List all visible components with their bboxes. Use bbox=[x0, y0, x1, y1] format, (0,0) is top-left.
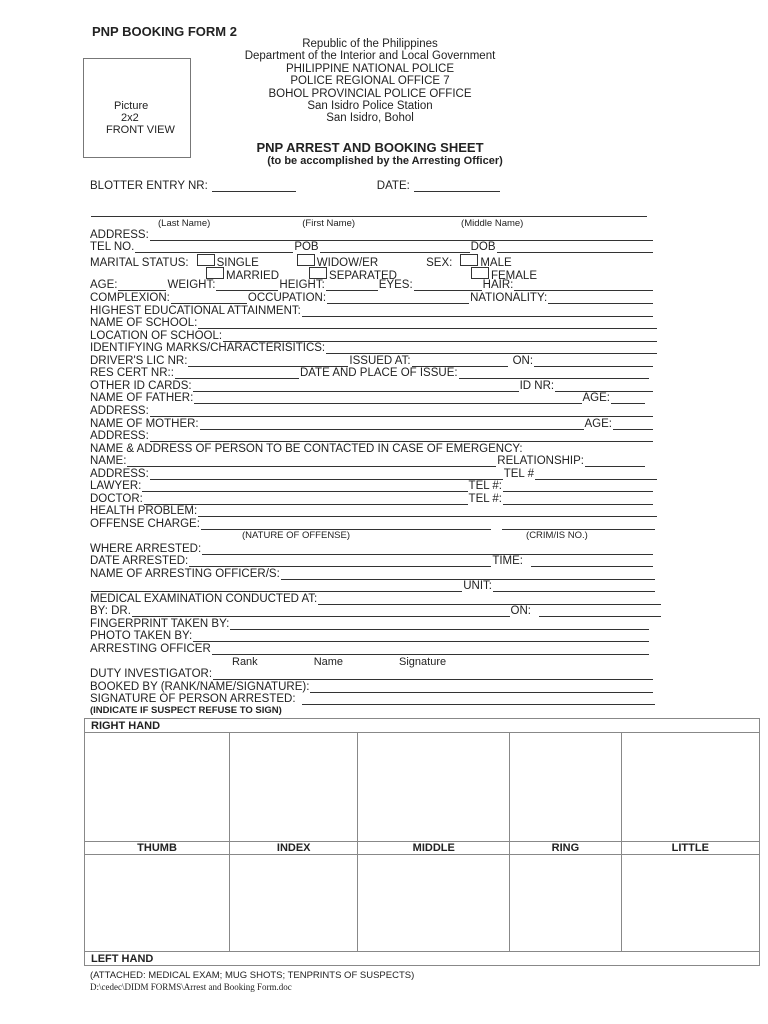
separated-checkbox[interactable] bbox=[309, 267, 327, 279]
label: MARITAL STATUS: bbox=[90, 257, 189, 269]
female-checkbox[interactable] bbox=[471, 267, 489, 279]
res-cert-field[interactable] bbox=[175, 368, 299, 379]
label: (INDICATE IF SUSPECT REFUSE TO SIGN) bbox=[90, 705, 282, 716]
label: OFFENSE CHARGE: bbox=[90, 518, 200, 530]
label: (CRIM/IS NO.) bbox=[526, 530, 588, 541]
pob-field[interactable] bbox=[320, 242, 470, 253]
dob-field[interactable] bbox=[497, 242, 653, 253]
label: SEX: bbox=[426, 257, 453, 269]
weight-field[interactable] bbox=[216, 280, 278, 291]
label: LAWYER: bbox=[90, 480, 142, 492]
label: DATE ARRESTED: bbox=[90, 555, 189, 567]
label: FINGERPRINT TAKEN BY: bbox=[90, 618, 230, 630]
label: HEALTH PROBLEM: bbox=[90, 505, 198, 517]
finger-label: INDEX bbox=[230, 842, 358, 855]
finger-label: RING bbox=[510, 842, 621, 855]
header-line: San Isidro, Bohol bbox=[326, 112, 414, 125]
label: ON: bbox=[512, 355, 534, 367]
label: OTHER ID CARDS: bbox=[90, 380, 192, 392]
father-age-field[interactable] bbox=[611, 393, 645, 404]
name-row bbox=[90, 206, 648, 217]
right-ring-box[interactable] bbox=[510, 733, 621, 842]
label: MEDICAL EXAMINATION CONDUCTED AT: bbox=[90, 593, 318, 605]
left-middle-box[interactable] bbox=[358, 855, 510, 952]
right-index-box[interactable] bbox=[230, 733, 358, 842]
label: ON: bbox=[510, 605, 531, 617]
label: HAIR: bbox=[482, 279, 514, 291]
id-nr-field[interactable] bbox=[555, 381, 653, 392]
hair-field[interactable] bbox=[514, 280, 653, 291]
label: NAME OF MOTHER: bbox=[90, 418, 199, 430]
left-little-box[interactable] bbox=[621, 855, 759, 952]
label: POB bbox=[294, 241, 319, 253]
label: BLOTTER ENTRY NR: bbox=[90, 180, 208, 192]
label: HIGHEST EDUCATIONAL ATTAINMENT: bbox=[90, 305, 301, 317]
header-line: BOHOL PROVINCIAL POLICE OFFICE bbox=[268, 87, 472, 100]
file-path: D:\cedec\DIDM FORMS\Arrest and Booking Form.doc bbox=[90, 982, 292, 992]
complexion-field[interactable] bbox=[171, 293, 247, 304]
label: AGE: bbox=[582, 392, 610, 404]
age-field[interactable] bbox=[118, 280, 166, 291]
left-index-box[interactable] bbox=[230, 855, 358, 952]
fingerprint-table bbox=[84, 718, 760, 966]
label: (First Name) bbox=[302, 218, 356, 229]
health-field[interactable] bbox=[198, 506, 657, 517]
doctor-name-field[interactable] bbox=[132, 606, 510, 617]
left-hand-label: LEFT HAND bbox=[85, 952, 760, 966]
photo-view: FRONT VIEW bbox=[106, 124, 175, 136]
doctor-tel-field[interactable] bbox=[503, 494, 653, 505]
agency-header bbox=[220, 38, 520, 125]
label: (NATURE OF OFFENSE) bbox=[242, 530, 351, 541]
label: SINGLE bbox=[216, 257, 259, 269]
fingerprint-by-field[interactable] bbox=[230, 619, 649, 630]
tel-field[interactable] bbox=[135, 242, 293, 253]
label: NAME OF ARRESTING OFFICER/S: bbox=[90, 568, 280, 580]
label: PHOTO TAKEN BY: bbox=[90, 630, 193, 642]
marks-field[interactable] bbox=[326, 343, 657, 354]
arresting-officers-field[interactable] bbox=[281, 569, 655, 580]
full-name-field[interactable] bbox=[91, 206, 647, 217]
label: (Last Name) bbox=[158, 218, 211, 229]
header-line: Department of the Interior and Local Government bbox=[244, 50, 496, 63]
label: COMPLEXION: bbox=[90, 292, 170, 304]
mother-age-field[interactable] bbox=[613, 419, 653, 430]
school-field[interactable] bbox=[198, 318, 657, 329]
time-field[interactable] bbox=[531, 556, 653, 567]
left-thumb-box[interactable] bbox=[85, 855, 230, 952]
label: (Middle Name) bbox=[461, 218, 524, 229]
label: DATE: bbox=[376, 180, 410, 192]
blotter-field[interactable] bbox=[212, 181, 296, 192]
label: TEL #: bbox=[468, 480, 502, 492]
other-id-field[interactable] bbox=[193, 381, 519, 392]
date-arrested-field[interactable] bbox=[189, 556, 491, 567]
label: HEIGHT: bbox=[279, 279, 325, 291]
unit-field[interactable] bbox=[493, 581, 655, 592]
label: Rank bbox=[232, 656, 258, 668]
header-line: San Isidro Police Station bbox=[307, 100, 433, 113]
header-line: POLICE REGIONAL OFFICE 7 bbox=[290, 75, 450, 88]
label: NAME & ADDRESS OF PERSON TO BE CONTACTED IN CASE OF EMERGENCY: bbox=[90, 443, 523, 455]
blotter-row bbox=[90, 180, 520, 192]
medical-field[interactable] bbox=[318, 594, 661, 605]
offense-field[interactable] bbox=[201, 519, 491, 530]
left-ring-box[interactable] bbox=[510, 855, 621, 952]
label: MARRIED bbox=[226, 270, 280, 282]
label: NAME OF SCHOOL: bbox=[90, 317, 198, 329]
form-subtitle: (to be accomplished by the Arresting Officer) bbox=[267, 155, 503, 167]
label: DOCTOR: bbox=[90, 493, 143, 505]
form-number: PNP BOOKING FORM 2 bbox=[92, 24, 237, 39]
label: UNIT: bbox=[463, 580, 492, 592]
emergency-tel-field[interactable] bbox=[535, 469, 657, 480]
doctor-field[interactable] bbox=[144, 494, 468, 505]
school-location-field[interactable] bbox=[223, 331, 657, 342]
label: WHERE ARRESTED: bbox=[90, 543, 202, 555]
finger-label: THUMB bbox=[85, 842, 230, 855]
label: DOB bbox=[470, 241, 496, 253]
label: ADDRESS: bbox=[90, 229, 149, 241]
label: LOCATION OF SCHOOL: bbox=[90, 330, 223, 342]
single-checkbox[interactable] bbox=[197, 254, 215, 266]
duty-investigator-field[interactable] bbox=[213, 669, 653, 680]
mother-address-field[interactable] bbox=[150, 431, 653, 442]
label: RES CERT NR:: bbox=[90, 367, 174, 379]
label: TIME: bbox=[492, 555, 523, 567]
label: WIDOW/ER bbox=[316, 257, 379, 269]
label: AGE: bbox=[584, 418, 612, 430]
right-hand-label: RIGHT HAND bbox=[85, 719, 760, 733]
arresting-officers-field-2[interactable] bbox=[91, 581, 462, 592]
label: BOOKED BY (RANK/NAME/SIGNATURE): bbox=[90, 681, 310, 693]
label: SIGNATURE OF PERSON ARRESTED: bbox=[90, 693, 296, 705]
label: DUTY INVESTIGATOR: bbox=[90, 668, 213, 680]
label: NATIONALITY: bbox=[470, 292, 548, 304]
label: Signature bbox=[399, 656, 447, 668]
label: IDENTIFYING MARKS/CHARACTERISITICS: bbox=[90, 342, 326, 354]
photo-label: Picture bbox=[114, 100, 149, 112]
label: DATE AND PLACE OF ISSUE: bbox=[299, 367, 458, 379]
label: TEL NO. bbox=[90, 241, 135, 253]
arresting-officer-field[interactable] bbox=[212, 644, 649, 655]
label: TEL #: bbox=[468, 493, 502, 505]
attachments-note: (ATTACHED: MEDICAL EXAM; MUG SHOTS; TENPRINTS OF SUSPECTS) bbox=[90, 970, 415, 981]
date-place-issue-field[interactable] bbox=[459, 368, 649, 379]
married-checkbox[interactable] bbox=[206, 267, 224, 279]
photo-by-field[interactable] bbox=[193, 631, 649, 642]
label: NAME OF FATHER: bbox=[90, 392, 194, 404]
label: ADDRESS: bbox=[90, 430, 149, 442]
label: ISSUED AT: bbox=[349, 355, 411, 367]
issued-on-field[interactable] bbox=[534, 356, 653, 367]
issued-at-field[interactable] bbox=[412, 356, 508, 367]
label: NAME: bbox=[90, 455, 127, 467]
label: OCCUPATION: bbox=[247, 292, 327, 304]
occupation-field[interactable] bbox=[327, 293, 469, 304]
mother-field[interactable] bbox=[200, 419, 584, 430]
label: AGE: bbox=[90, 279, 118, 291]
right-middle-box[interactable] bbox=[358, 733, 510, 842]
booked-by-field[interactable] bbox=[310, 682, 653, 693]
label: SEPARATED bbox=[329, 270, 397, 282]
label: ARRESTING OFFICER bbox=[90, 643, 211, 655]
photo-size: 2x2 bbox=[121, 112, 139, 124]
finger-label: MIDDLE bbox=[358, 842, 510, 855]
label: FEMALE bbox=[490, 270, 537, 282]
relationship-field[interactable] bbox=[585, 456, 645, 467]
right-thumb-box[interactable] bbox=[85, 733, 230, 842]
signature-person-field[interactable] bbox=[302, 694, 655, 705]
label: TEL # bbox=[503, 468, 534, 480]
lawyer-field[interactable] bbox=[142, 481, 467, 492]
nationality-field[interactable] bbox=[548, 293, 653, 304]
label: Name bbox=[313, 656, 344, 668]
finger-label: LITTLE bbox=[621, 842, 759, 855]
header-line: Republic of the Philippines bbox=[302, 38, 438, 50]
education-field[interactable] bbox=[302, 306, 653, 317]
label: ID NR: bbox=[519, 380, 555, 392]
male-checkbox[interactable] bbox=[460, 254, 478, 266]
label: EYES: bbox=[378, 279, 413, 291]
label: BY: DR. bbox=[90, 605, 131, 617]
label: RELATIONSHIP: bbox=[497, 455, 584, 467]
emergency-name-field[interactable] bbox=[127, 456, 496, 467]
label: MALE bbox=[480, 257, 512, 269]
label: ADDRESS: bbox=[90, 468, 149, 480]
label: DRIVER'S LIC NR: bbox=[90, 355, 188, 367]
father-field[interactable] bbox=[194, 393, 581, 404]
widower-checkbox[interactable] bbox=[297, 254, 315, 266]
where-arrested-field[interactable] bbox=[202, 544, 653, 555]
label: ADDRESS: bbox=[90, 405, 149, 417]
right-little-box[interactable] bbox=[621, 733, 759, 842]
drivers-license-field[interactable] bbox=[188, 356, 348, 367]
form-title: PNP ARREST AND BOOKING SHEET bbox=[256, 140, 484, 155]
eyes-field[interactable] bbox=[414, 280, 482, 291]
medical-date-field[interactable] bbox=[539, 606, 661, 617]
crim-no-field[interactable] bbox=[502, 519, 655, 530]
father-address-field[interactable] bbox=[150, 406, 653, 417]
address-field[interactable] bbox=[150, 230, 653, 241]
header-line: PHILIPPINE NATIONAL POLICE bbox=[285, 62, 455, 75]
lawyer-tel-field[interactable] bbox=[503, 481, 653, 492]
emergency-address-field[interactable] bbox=[150, 469, 503, 480]
date-field[interactable] bbox=[414, 181, 500, 192]
label: WEIGHT: bbox=[167, 279, 216, 291]
height-field[interactable] bbox=[326, 280, 378, 291]
